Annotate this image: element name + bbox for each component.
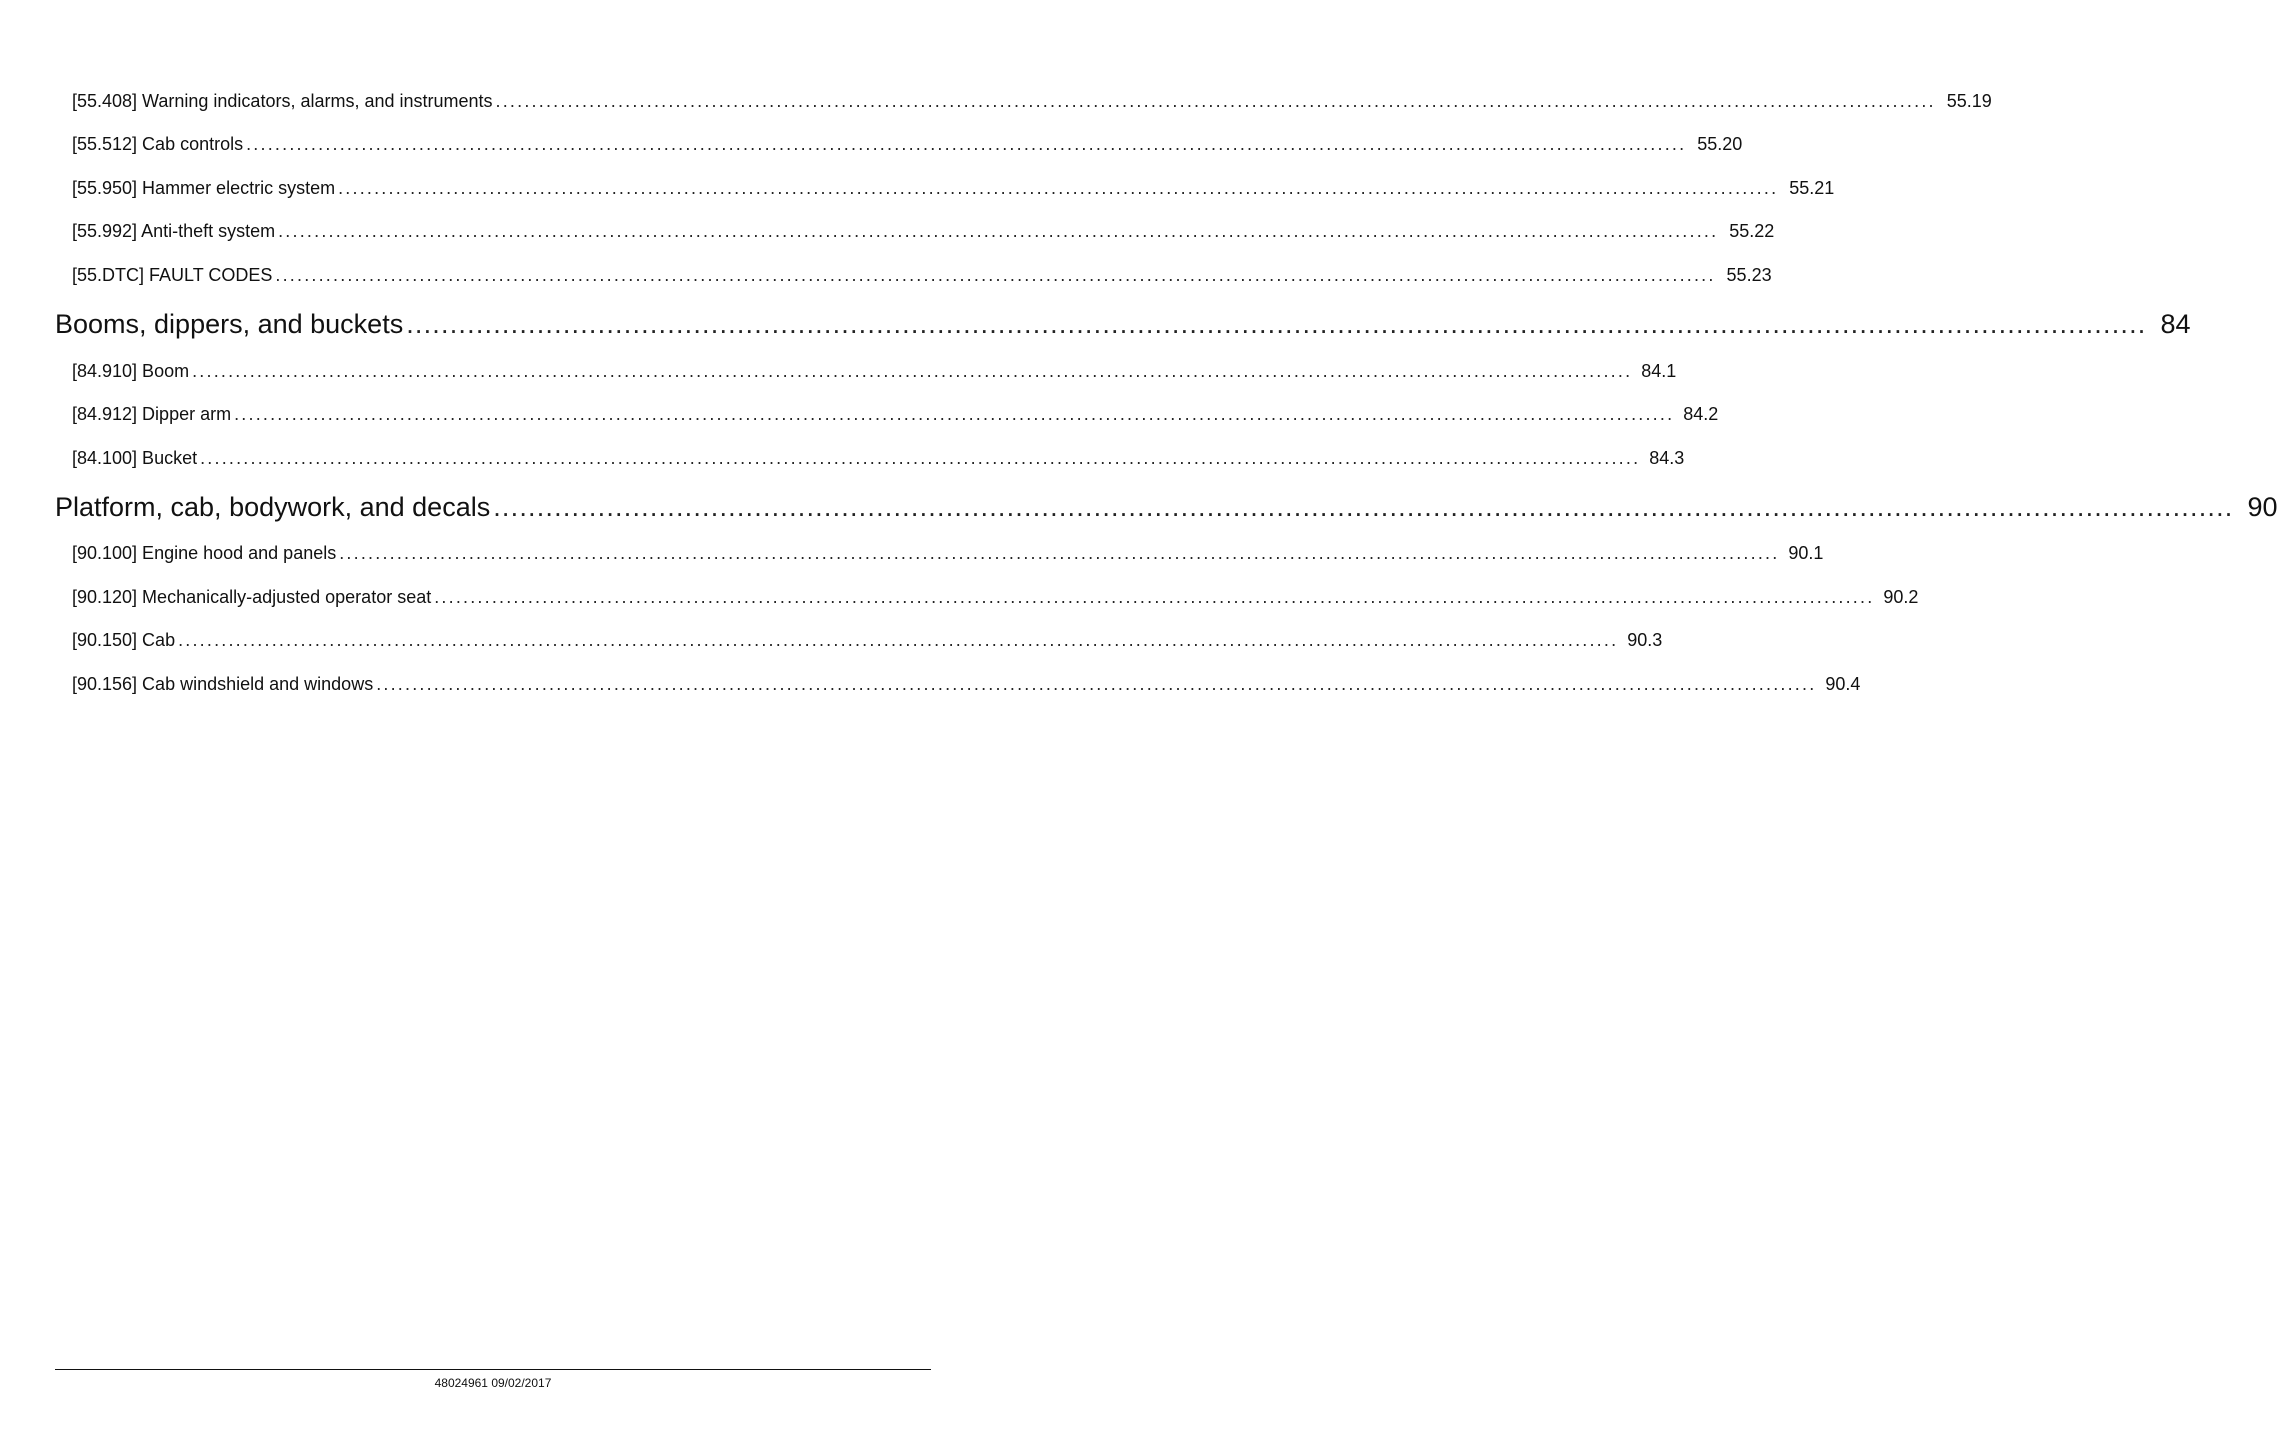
dot-leader: ........................................................................................................................................................................................................ xyxy=(406,309,2147,339)
toc-section-90[interactable] xyxy=(55,489,2278,525)
toc-entry-page: 55.23 xyxy=(1726,265,1772,285)
dot-leader: ........................................................................................................................................................................................................ xyxy=(278,221,1719,241)
toc-entry-title: [90.156] Cab windshield and windows xyxy=(72,674,374,694)
toc-entry-page: 55.20 xyxy=(1697,134,1743,154)
toc-entry-page: 55.22 xyxy=(1729,221,1775,241)
dot-leader: ........................................................................................................................................................................................................ xyxy=(339,543,1780,563)
toc-section-title: Booms, dippers, and buckets xyxy=(55,309,404,339)
toc-entry-title: [90.150] Cab xyxy=(72,630,176,650)
dot-leader: ........................................................................................................................................................................................................ xyxy=(192,361,1633,381)
dot-leader: ........................................................................................................................................................................................................ xyxy=(200,448,1641,468)
toc-entry-page: 90.3 xyxy=(1627,630,1663,650)
footer-divider xyxy=(55,1369,931,1370)
dot-leader: ........................................................................................................................................................................................................ xyxy=(493,492,2234,522)
toc-entry-page: 55.19 xyxy=(1946,91,1992,111)
dot-leader: ........................................................................................................................................................................................................ xyxy=(234,404,1675,424)
toc-entry-title: [90.120] Mechanically-adjusted operator seat xyxy=(72,587,432,607)
toc-entry-84-912[interactable] xyxy=(72,402,1719,426)
toc-entry-55-dtc[interactable] xyxy=(72,263,1772,287)
toc-entry-page: 90.1 xyxy=(1788,543,1824,563)
toc-entry-title: [84.910] Boom xyxy=(72,361,190,381)
dot-leader: ........................................................................................................................................................................................................ xyxy=(275,265,1716,285)
toc-section-84[interactable] xyxy=(55,306,2191,342)
dot-leader: ........................................................................................................................................................................................................ xyxy=(434,587,1875,607)
toc-entry-page: 90.2 xyxy=(1883,587,1919,607)
toc-entry-55-512[interactable] xyxy=(72,132,1743,156)
toc-entry-title: [90.100] Engine hood and panels xyxy=(72,543,337,563)
toc-entry-title: [84.100] Bucket xyxy=(72,448,198,468)
toc-entry-page: 55.21 xyxy=(1789,178,1835,198)
toc-entry-90-100[interactable] xyxy=(72,541,1824,565)
toc-entry-title: [55.950] Hammer electric system xyxy=(72,178,336,198)
toc-entry-title: [55.DTC] FAULT CODES xyxy=(72,265,273,285)
toc-entry-84-910[interactable] xyxy=(72,359,1677,383)
dot-leader: ........................................................................................................................................................................................................ xyxy=(246,134,1687,154)
toc-section-page: 90 xyxy=(2247,492,2278,522)
toc-entry-page: 84.3 xyxy=(1649,448,1685,468)
dot-leader: ........................................................................................................................................................................................................ xyxy=(338,178,1779,198)
dot-leader: ........................................................................................................................................................................................................ xyxy=(376,674,1817,694)
toc-section-page: 84 xyxy=(2160,309,2191,339)
toc-entry-title: [55.512] Cab controls xyxy=(72,134,244,154)
toc-entry-84-100[interactable] xyxy=(72,446,1685,470)
toc-entry-55-950[interactable] xyxy=(72,176,1835,200)
toc-entry-90-156[interactable] xyxy=(72,672,1861,696)
toc-entry-90-150[interactable] xyxy=(72,628,1663,652)
footer-doc-id: 48024961 09/02/2017 xyxy=(434,1376,552,1390)
toc-entry-title: [55.992] Anti-theft system xyxy=(72,221,276,241)
toc-entry-55-408[interactable] xyxy=(72,89,1992,113)
dot-leader: ........................................................................................................................................................................................................ xyxy=(495,91,1936,111)
toc-entry-55-992[interactable] xyxy=(72,219,1775,243)
dot-leader: ........................................................................................................................................................................................................ xyxy=(178,630,1619,650)
toc-entry-title: [84.912] Dipper arm xyxy=(72,404,232,424)
toc-entry-page: 90.4 xyxy=(1825,674,1861,694)
toc-entry-page: 84.2 xyxy=(1683,404,1719,424)
toc-entry-title: [55.408] Warning indicators, alarms, and instruments xyxy=(72,91,493,111)
toc-entry-90-120[interactable] xyxy=(72,585,1919,609)
toc-section-title: Platform, cab, bodywork, and decals xyxy=(55,492,491,522)
toc-entry-page: 84.1 xyxy=(1641,361,1677,381)
